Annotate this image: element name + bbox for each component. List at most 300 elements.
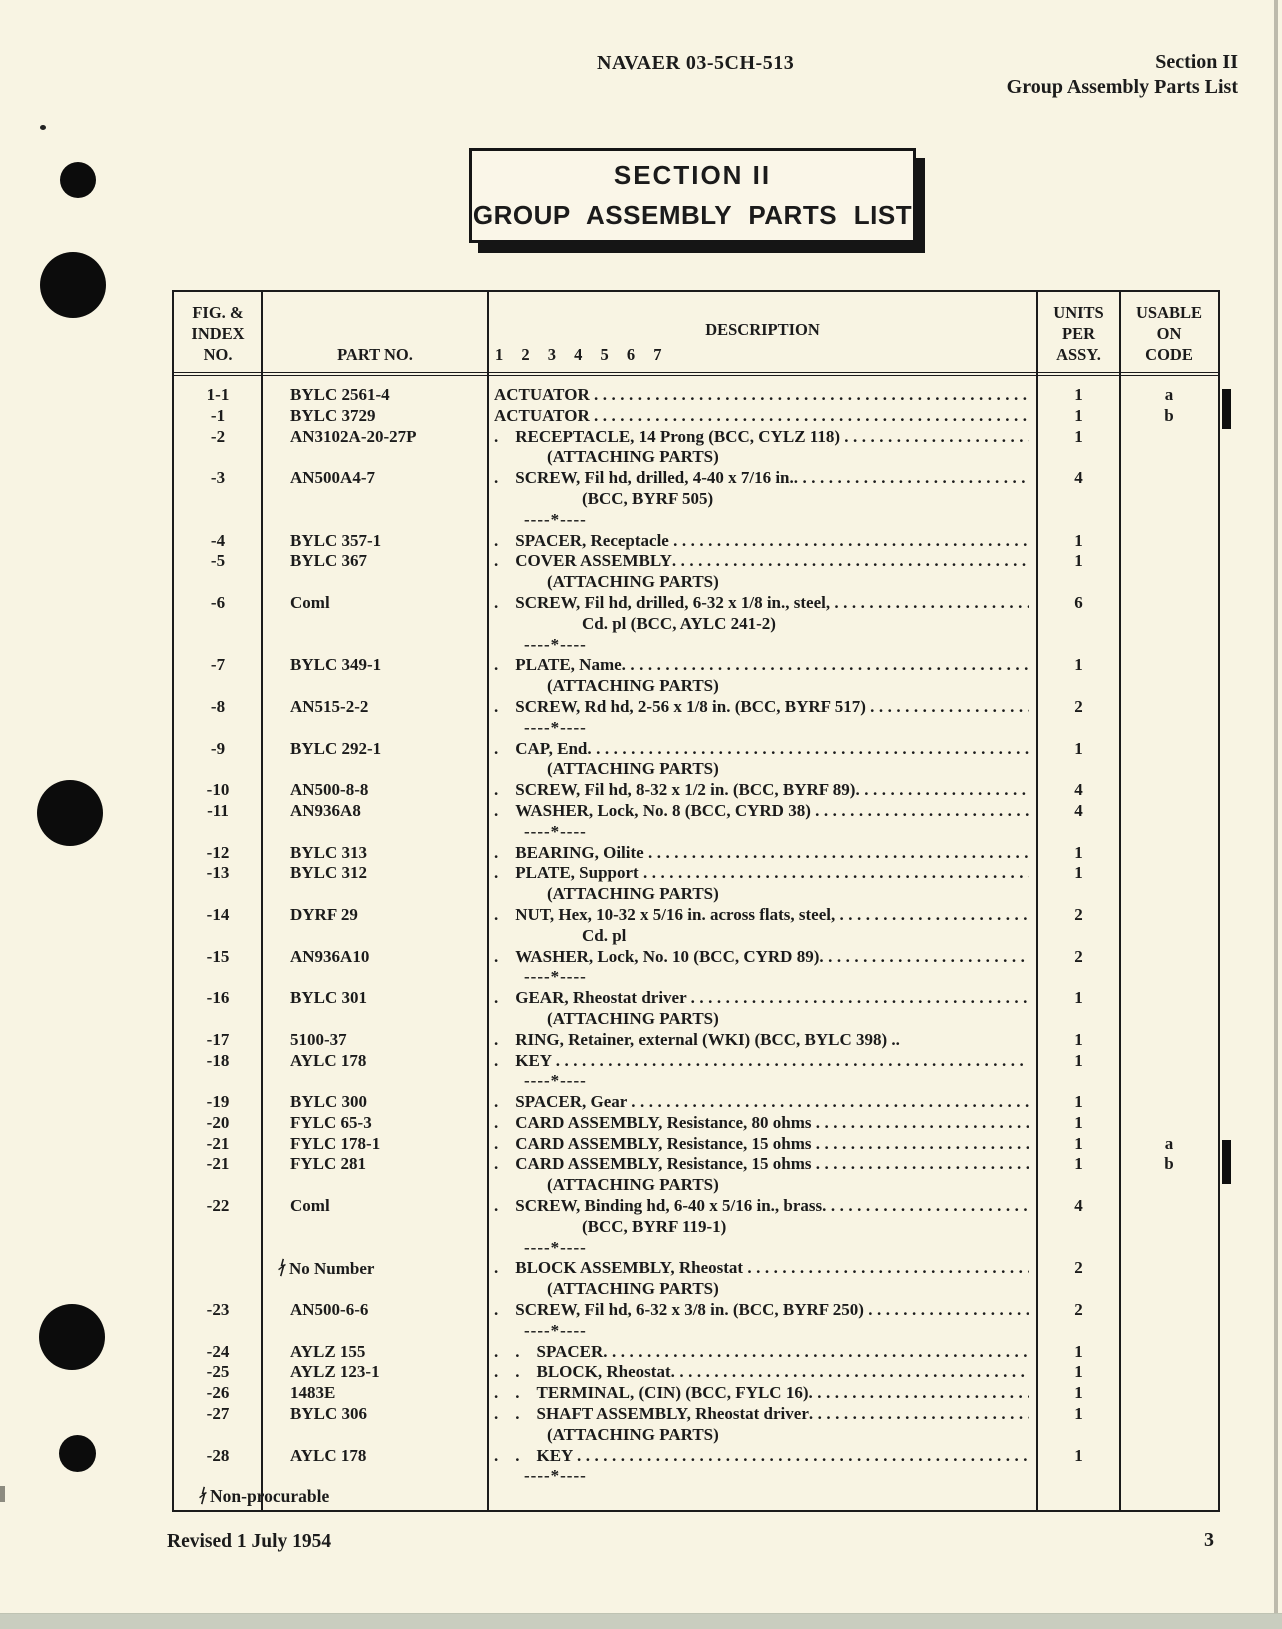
units-cell: 4 [1074, 780, 1083, 800]
description-cell [488, 739, 1037, 760]
column-divider [1036, 292, 1038, 1510]
part-no-cell [262, 447, 488, 468]
usable-code-cell [1120, 572, 1218, 593]
usable-code-cell [1120, 780, 1218, 801]
description-text: ACTUATOR [494, 385, 594, 404]
usable-code-cell [1120, 676, 1218, 697]
part-no-text: BYLC 349-1 [290, 655, 382, 675]
units-cell: 1 [1074, 1133, 1083, 1153]
non-procurable-icon [198, 1486, 208, 1505]
part-no-cell [262, 1425, 488, 1446]
fig-index-cell: -5 [210, 551, 226, 571]
fig-index-cell [174, 1321, 262, 1342]
description-text: ----*---- [524, 821, 587, 841]
table-row [174, 510, 1218, 531]
part-no-text: 1483E [290, 1383, 336, 1403]
units-cell: 1 [1074, 1050, 1083, 1070]
usable-code-cell [1120, 1446, 1218, 1467]
description-text: . PLATE, Support [494, 863, 643, 883]
description-text: ----*---- [524, 967, 587, 987]
fig-index-cell: -21 [206, 1133, 230, 1153]
description-text: . SCREW, Fil hd, drilled, 4-40 x 7/16 in. [494, 468, 794, 488]
part-no-cell [262, 697, 488, 718]
revision-bar [1222, 389, 1231, 429]
part-no-cell [262, 1071, 488, 1092]
dot-leader [691, 988, 1029, 1009]
units-cell: 2 [1074, 1300, 1083, 1320]
part-no-cell [262, 759, 488, 780]
usable-code-cell [1120, 1383, 1218, 1404]
table-row [174, 1425, 1218, 1446]
units-cell [1037, 1217, 1120, 1238]
fig-index-cell: -22 [206, 1196, 230, 1216]
column-divider [1119, 292, 1121, 1510]
units-cell: 1 [1074, 551, 1083, 571]
usable-code-cell [1120, 1362, 1218, 1383]
table-row [174, 1404, 1218, 1425]
description-cell [488, 1342, 1037, 1363]
description-text: ----*---- [524, 717, 587, 737]
fig-index-cell [174, 926, 262, 947]
description-cell [488, 718, 1037, 739]
description-text: (ATTACHING PARTS) [547, 884, 719, 904]
usable-code-cell [1120, 759, 1218, 780]
part-no-cell [262, 1030, 488, 1051]
units-cell [1037, 510, 1120, 531]
description-text: ----*---- [524, 509, 587, 529]
fig-index-cell [174, 1217, 262, 1238]
part-no-cell [262, 1446, 488, 1467]
description-cell [488, 1217, 1037, 1238]
description-cell [488, 1425, 1037, 1446]
description-text: . CARD ASSEMBLY, Resistance, 15 ohms [494, 1154, 816, 1174]
units-cell [1037, 447, 1120, 468]
fig-index-cell: -3 [210, 468, 226, 488]
units-cell [1037, 759, 1120, 780]
usable-code-cell [1120, 635, 1218, 656]
usable-code-cell [1120, 863, 1218, 884]
table-row [174, 926, 1218, 947]
description-text: . . BLOCK, Rheostat [494, 1362, 671, 1382]
dot-leader [794, 468, 1029, 489]
dot-leader [819, 947, 1029, 968]
description-cell [488, 801, 1037, 822]
description-cell [488, 1279, 1037, 1300]
units-cell: 2 [1074, 1258, 1083, 1278]
part-no-cell [262, 1009, 488, 1030]
part-no-cell [262, 635, 488, 656]
table-row [174, 468, 1218, 489]
part-no-cell [262, 1362, 488, 1383]
part-no-cell [262, 427, 488, 448]
units-cell [1037, 489, 1120, 510]
table-row [174, 759, 1218, 780]
part-no-text: BYLC 306 [290, 1404, 367, 1424]
part-no-cell [262, 1175, 488, 1196]
parts-table [172, 290, 1220, 1512]
description-cell [488, 1300, 1037, 1321]
description-text: . GEAR, Rheostat driver [494, 988, 691, 1008]
table-row [174, 822, 1218, 843]
description-text: . SCREW, Rd hd, 2-56 x 1/8 in. (BCC, BYRF 517) [494, 696, 871, 716]
usable-code-cell [1120, 489, 1218, 510]
non-procurable-icon [277, 1258, 287, 1277]
header-description: DESCRIPTION 1 2 3 4 5 6 7 [488, 292, 1037, 372]
dot-leader [839, 905, 1029, 926]
part-no-cell [262, 1092, 488, 1113]
binder-hole [59, 1435, 96, 1472]
fig-index-cell: -23 [206, 1300, 230, 1320]
dot-leader [587, 739, 1029, 760]
binder-hole [37, 780, 103, 846]
description-cell [488, 427, 1037, 448]
description-cell [488, 406, 1037, 427]
table-row [174, 1134, 1218, 1155]
fig-index-cell [174, 1009, 262, 1030]
description-cell [488, 655, 1037, 676]
part-no-text: AN500-6-6 [290, 1300, 369, 1320]
dot-leader [809, 1404, 1029, 1425]
header-units: UNITS PER ASSY. [1053, 303, 1104, 364]
description-text: . RECEPTACLE, 14 Prong (BCC, CYLZ 118) [494, 426, 845, 446]
description-cell [488, 1175, 1037, 1196]
table-row [174, 967, 1218, 988]
section-title: SECTION II [613, 160, 772, 190]
table-row [174, 447, 1218, 468]
usable-code-cell [1120, 1342, 1218, 1363]
description-cell [488, 468, 1037, 489]
table-row [174, 718, 1218, 739]
part-no-cell [262, 1051, 488, 1072]
part-no-cell [262, 593, 488, 614]
dot-leader [556, 1051, 1029, 1072]
part-no-cell [262, 406, 488, 427]
table-row [174, 1321, 1218, 1342]
part-no-text: BYLC 292-1 [290, 738, 382, 758]
part-no-cell [262, 739, 488, 760]
dot-leader [672, 551, 1029, 572]
part-no-cell [262, 1383, 488, 1404]
table-row [174, 1238, 1218, 1259]
description-cell [488, 884, 1037, 905]
units-cell [1037, 1009, 1120, 1030]
description-cell [488, 676, 1037, 697]
units-cell: 2 [1074, 904, 1083, 924]
usable-code-cell [1120, 884, 1218, 905]
description-cell [488, 551, 1037, 572]
usable-code-cell: b [1164, 1154, 1174, 1174]
table-row [174, 780, 1218, 801]
dot-leader [577, 1446, 1029, 1467]
part-no-text: AYLZ 155 [290, 1341, 366, 1361]
dot-leader [594, 406, 1029, 427]
table-row [174, 1154, 1218, 1175]
description-text: (ATTACHING PARTS) [547, 759, 719, 779]
dot-leader [622, 655, 1029, 676]
usable-code-cell [1120, 926, 1218, 947]
part-no-cell [262, 905, 488, 926]
header-indent-levels: 1 2 3 4 5 6 7 [495, 345, 662, 364]
usable-code-cell [1120, 1279, 1218, 1300]
usable-code-cell [1120, 593, 1218, 614]
section-title-box [469, 148, 916, 243]
usable-code-cell [1120, 718, 1218, 739]
units-cell: 1 [1074, 988, 1083, 1008]
column-divider [487, 292, 489, 1510]
description-cell [488, 572, 1037, 593]
description-text: (ATTACHING PARTS) [547, 447, 719, 467]
table-row [174, 635, 1218, 656]
table-row [174, 489, 1218, 510]
part-no-cell [262, 843, 488, 864]
part-no-cell [262, 1321, 488, 1342]
fig-index-cell: -17 [206, 1029, 230, 1049]
dot-leader [673, 531, 1029, 552]
fig-index-cell: -16 [206, 988, 230, 1008]
description-text: . SCREW, Fil hd, drilled, 6-32 x 1/8 in., steel, [494, 592, 835, 612]
part-no-cell [262, 531, 488, 552]
usable-code-cell [1120, 551, 1218, 572]
fig-index-cell [174, 1071, 262, 1092]
part-no-cell [262, 510, 488, 531]
footnote-text: Non-procurable [210, 1486, 330, 1506]
part-no-text: AN3102A-20-27P [290, 426, 417, 446]
usable-code-cell [1120, 1175, 1218, 1196]
units-cell: 1 [1074, 1154, 1083, 1174]
units-cell: 1 [1074, 1341, 1083, 1361]
usable-code-cell [1120, 1258, 1218, 1280]
fig-index-cell [174, 572, 262, 593]
table-row [174, 1383, 1218, 1404]
table-row [174, 676, 1218, 697]
part-no-cell [262, 780, 488, 801]
units-cell: 1 [1074, 1362, 1083, 1382]
fig-index-cell [174, 967, 262, 988]
table-footnote [198, 1486, 329, 1507]
description-text: . WASHER, Lock, No. 8 (BCC, CYRD 38) [494, 800, 816, 820]
part-no-text: AN515-2-2 [290, 696, 369, 716]
part-no-text: BYLC 367 [290, 551, 367, 571]
description-cell [488, 1258, 1037, 1280]
part-no-cell [262, 1258, 488, 1280]
part-no-cell [262, 1154, 488, 1175]
description-cell [488, 635, 1037, 656]
usable-code-cell [1120, 1092, 1218, 1113]
description-text: (ATTACHING PARTS) [547, 1008, 719, 1028]
units-cell: 1 [1074, 842, 1083, 862]
usable-code-cell [1120, 510, 1218, 531]
fig-index-cell: -27 [206, 1404, 230, 1424]
usable-code-cell [1120, 447, 1218, 468]
units-cell [1037, 614, 1120, 635]
description-text: . COVER ASSEMBLY [494, 551, 672, 571]
scan-speck [40, 125, 46, 130]
usable-code-cell [1120, 1030, 1218, 1051]
units-cell [1037, 1071, 1120, 1092]
usable-code-cell [1120, 1051, 1218, 1072]
dot-leader [816, 1113, 1029, 1134]
header-part-no: PART NO. [337, 345, 413, 364]
description-text: . CARD ASSEMBLY, Resistance, 80 ohms [494, 1112, 816, 1132]
description-text: . SPACER, Gear [494, 1092, 632, 1112]
units-cell: 1 [1074, 385, 1083, 404]
fig-index-cell [174, 635, 262, 656]
description-cell [488, 967, 1037, 988]
fig-index-cell: -1 [210, 405, 226, 425]
fig-index-cell: -9 [210, 738, 226, 758]
units-cell: 1 [1074, 1445, 1083, 1465]
description-cell [488, 1362, 1037, 1383]
description-text: (ATTACHING PARTS) [547, 676, 719, 696]
description-cell [488, 614, 1037, 635]
usable-code-cell [1120, 1300, 1218, 1321]
fig-index-cell: -25 [206, 1362, 230, 1382]
description-text: . CAP, End [494, 738, 588, 758]
table-row [174, 1466, 1218, 1487]
fig-index-cell [174, 1466, 262, 1487]
table-row [174, 1175, 1218, 1196]
usable-code-cell [1120, 843, 1218, 864]
part-no-cell [262, 1134, 488, 1155]
usable-code-cell [1120, 801, 1218, 822]
usable-code-cell [1120, 655, 1218, 676]
usable-code-cell: a [1164, 1133, 1174, 1153]
part-no-text: AYLC 178 [290, 1445, 367, 1465]
description-cell [488, 1238, 1037, 1259]
description-text: . . TERMINAL, (CIN) (BCC, FYLC 16) [494, 1383, 809, 1403]
part-no-cell [262, 385, 488, 406]
usable-code-cell [1120, 1113, 1218, 1134]
usable-code-cell: a [1164, 385, 1174, 404]
part-no-text: BYLC 300 [290, 1092, 367, 1112]
fig-index-cell: -14 [206, 904, 230, 924]
description-text: (BCC, BYRF 119-1) [582, 1216, 727, 1236]
units-cell: 4 [1074, 1196, 1083, 1216]
table-row [174, 1113, 1218, 1134]
fig-index-cell [174, 822, 262, 843]
section-sublabel: Group Assembly Parts List [1006, 76, 1238, 98]
fig-index-cell: -10 [206, 780, 230, 800]
part-no-cell [262, 1342, 488, 1363]
part-no-cell [262, 1238, 488, 1259]
description-text: . PLATE, Name [494, 655, 622, 675]
table-row [174, 427, 1218, 448]
units-cell [1037, 718, 1120, 739]
part-no-text: BYLC 2561-4 [290, 385, 390, 404]
part-no-text: AN500-8-8 [290, 780, 369, 800]
binder-hole [60, 162, 96, 198]
table-row [174, 697, 1218, 718]
column-divider [261, 292, 263, 1510]
dot-leader [648, 843, 1029, 864]
fig-index-cell: -7 [210, 655, 226, 675]
part-no-text: AYLC 178 [290, 1050, 367, 1070]
table-row [174, 1071, 1218, 1092]
fig-index-cell: -20 [206, 1112, 230, 1132]
description-cell [488, 1051, 1037, 1072]
table-row [174, 1446, 1218, 1467]
dot-leader [868, 1300, 1029, 1321]
description-text: . SCREW, Binding hd, 6-40 x 5/16 in., brass [494, 1196, 823, 1216]
description-text: (ATTACHING PARTS) [547, 1279, 719, 1299]
fig-index-cell [174, 1425, 262, 1446]
usable-code-cell [1120, 427, 1218, 448]
usable-code-cell [1120, 468, 1218, 489]
description-text: . SCREW, Fil hd, 8-32 x 1/2 in. (BCC, BYRF 89) [494, 780, 856, 800]
part-no-cell [262, 822, 488, 843]
units-cell [1037, 884, 1120, 905]
description-text: ----*---- [524, 1237, 587, 1257]
table-row [174, 905, 1218, 926]
table-row [174, 884, 1218, 905]
description-cell [488, 1383, 1037, 1404]
part-no-cell [262, 967, 488, 988]
fig-index-cell [174, 489, 262, 510]
fig-index-cell: 1-1 [206, 385, 230, 404]
units-cell [1037, 1466, 1120, 1487]
table-row [174, 655, 1218, 676]
part-no-cell [262, 1217, 488, 1238]
description-text: (ATTACHING PARTS) [547, 1175, 719, 1195]
dot-leader [855, 780, 1029, 801]
fig-index-cell: -8 [210, 696, 226, 716]
part-no-text: BYLC 357-1 [290, 530, 382, 550]
dot-leader [603, 1342, 1029, 1363]
part-no-cell [262, 1466, 488, 1487]
part-no-cell [262, 489, 488, 510]
dot-leader [870, 697, 1029, 718]
part-no-cell [262, 926, 488, 947]
description-cell [488, 697, 1037, 718]
fig-index-cell: -11 [207, 800, 229, 820]
part-no-text: 5100-37 [290, 1029, 347, 1049]
part-no-cell [262, 1300, 488, 1321]
dot-leader [747, 1258, 1029, 1280]
units-cell [1037, 1175, 1120, 1196]
units-cell: 1 [1074, 426, 1083, 446]
description-cell [488, 1446, 1037, 1467]
description-cell [488, 1009, 1037, 1030]
dot-leader [809, 1383, 1030, 1404]
table-row [174, 1217, 1218, 1238]
table-row [174, 531, 1218, 552]
units-cell: 1 [1074, 1092, 1083, 1112]
part-no-cell [262, 884, 488, 905]
units-cell: 2 [1074, 696, 1083, 716]
fig-index-cell: -28 [206, 1445, 230, 1465]
usable-code-cell [1120, 1238, 1218, 1259]
fig-index-cell [174, 1175, 262, 1196]
description-text: . NUT, Hex, 10-32 x 5/16 in. across flats, steel, [494, 904, 840, 924]
dot-leader [594, 385, 1029, 406]
part-no-cell [262, 614, 488, 635]
table-row [174, 1051, 1218, 1072]
units-cell [1037, 572, 1120, 593]
part-no-text: Coml [290, 1196, 330, 1216]
table-row [174, 1009, 1218, 1030]
dot-leader [834, 593, 1029, 614]
section-header [1007, 50, 1238, 100]
units-cell: 4 [1074, 468, 1083, 488]
fig-index-cell: -6 [210, 592, 226, 612]
description-cell [488, 447, 1037, 468]
units-cell: 1 [1074, 1383, 1083, 1403]
description-text: . . SPACER [494, 1341, 604, 1361]
units-cell: 1 [1074, 530, 1083, 550]
part-no-cell [262, 655, 488, 676]
scan-edge-strip [0, 1613, 1282, 1629]
dot-leader [816, 1154, 1029, 1175]
